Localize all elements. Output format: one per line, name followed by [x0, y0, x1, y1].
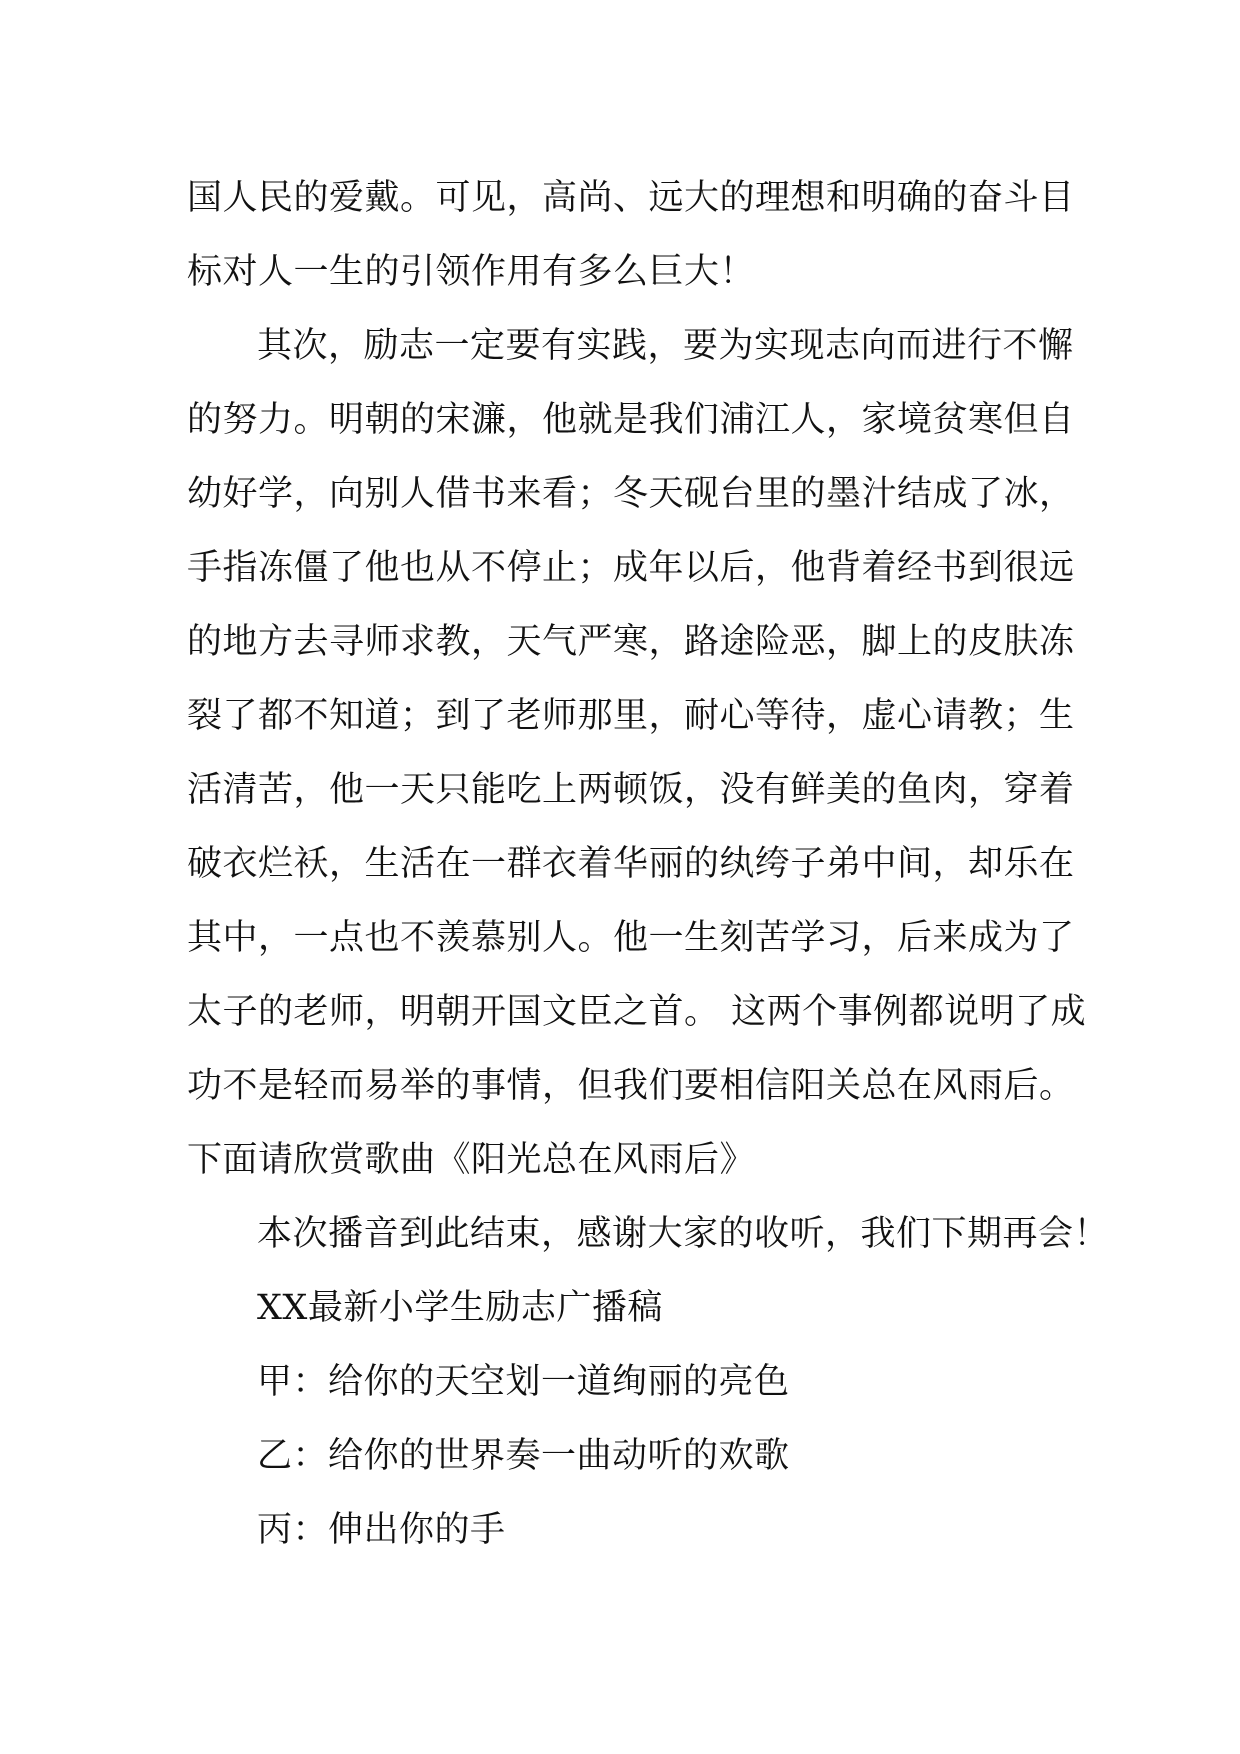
text-line: 手指冻僵了他也从不停止；成年以后，他背着经书到很远 [187, 548, 1075, 588]
text-line: 裂了都不知道；到了老师那里，耐心等待，虚心请教；生 [187, 696, 1075, 736]
body-text [187, 161, 1110, 1567]
text-line: XX最新小学生励志广播稿 [257, 1288, 663, 1328]
text-line: 甲：给你的天空划一道绚丽的亮色 [257, 1362, 790, 1402]
text-line: 的努力。明朝的宋濂，他就是我们浦江人，家境贫寒但自 [187, 400, 1075, 440]
text-line: 乙：给你的世界奏一曲动听的欢歌 [257, 1436, 790, 1476]
text-line: 标对人一生的引领作用有多么巨大！ [187, 252, 756, 292]
text-line: 活清苦，他一天只能吃上两顿饭，没有鲜美的鱼肉，穿着 [187, 770, 1075, 810]
text-line: 其中，一点也不羡慕别人。他一生刻苦学习，后来成为了 [187, 918, 1075, 958]
text-line: 破衣烂袄，生活在一群衣着华丽的纨绔子弟中间，却乐在 [187, 844, 1075, 884]
text-line: 本次播音到此结束，感谢大家的收听，我们下期再会！ [257, 1214, 1110, 1254]
text-line: 幼好学，向别人借书来看；冬天砚台里的墨汁结成了冰， [187, 474, 1075, 514]
text-line: 其次，励志一定要有实践，要为实现志向而进行不懈 [257, 326, 1074, 366]
text-line: 功不是轻而易举的事情，但我们要相信阳关总在风雨后。 [187, 1066, 1075, 1106]
text-line: 太子的老师，明朝开国文臣之首。 这两个事例都说明了成 [187, 992, 1087, 1032]
text-line: 丙：伸出你的手 [257, 1510, 506, 1550]
text-line: 的地方去寻师求教，天气严寒，路途险恶，脚上的皮肤冻 [187, 622, 1075, 662]
text-line: 国人民的爱戴。可见，高尚、远大的理想和明确的奋斗目 [187, 178, 1075, 218]
text-line: 下面请欣赏歌曲《阳光总在风雨后》 [187, 1140, 756, 1180]
